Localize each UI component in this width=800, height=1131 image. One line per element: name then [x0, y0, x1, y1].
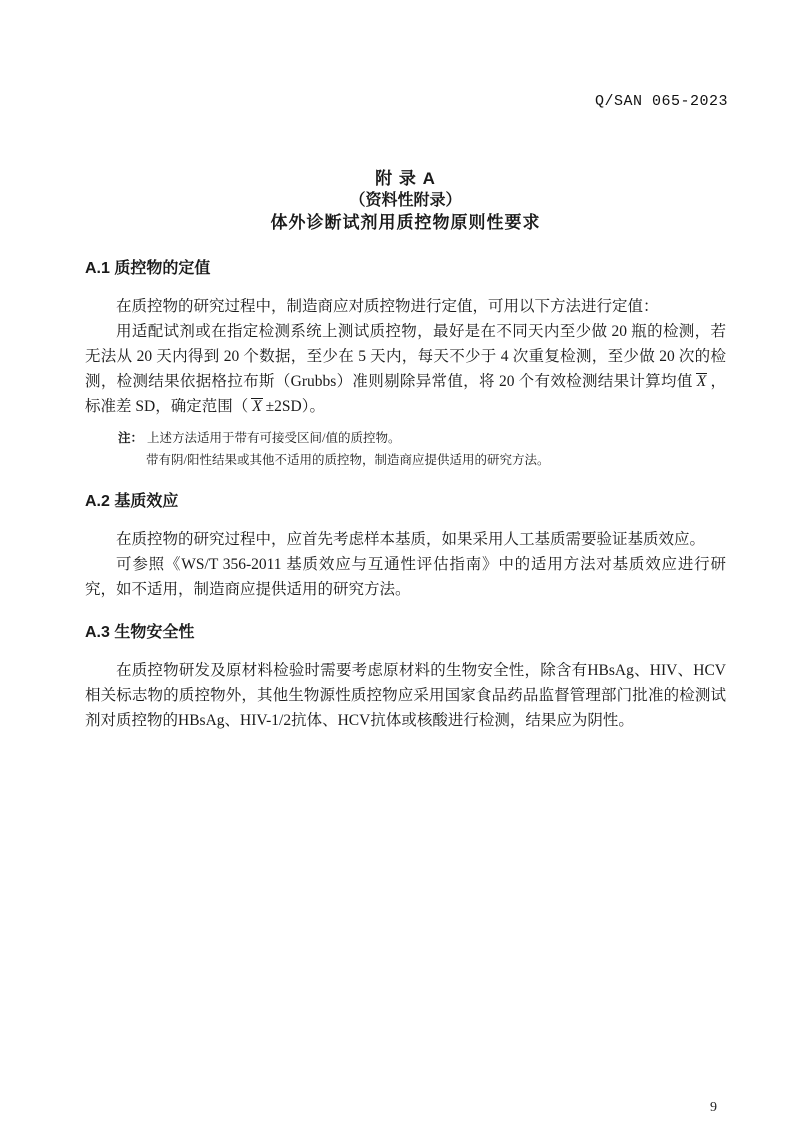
section-a1-para1: 在质控物的研究过程中，制造商应对质控物进行定值，可用以下方法进行定值：	[116, 298, 659, 315]
section-a3-heading: A.3 生物安全性	[85, 624, 195, 641]
x-bar-mean-symbol: X	[252, 398, 262, 415]
appendix-subtitle: （资料性附录）	[349, 192, 462, 209]
note-label: 注：	[118, 431, 144, 445]
section-a1-para2	[85, 319, 726, 419]
section-a2-para1: 在质控物的研究过程中，应首先考虑样本基质，如果采用人工基质需要验证基质效应。	[116, 531, 706, 548]
para-text-segment: 用适配试剂或在指定检测系统上测试质控物，最好是在不同天内至少做 20 瓶的检测，若无法从 20 天内得到 20 个数据，至少在 5 天内，每天不少于 4 次重复检测，至少做 20 次的检测，检测结果依据格拉布斯（Grubbs）准则剔除异常值，将 20 个有效检测结果计算均值	[85, 323, 726, 390]
note-block	[85, 427, 726, 471]
section-a1-heading: A.1 质控物的定值	[85, 260, 211, 277]
note-line-2: 带有阴/阳性结果或其他不适用的质控物，制造商应提供适用的研究方法。	[146, 453, 550, 467]
note-line-1	[118, 427, 726, 449]
x-bar-mean-symbol: X	[696, 373, 707, 390]
para-text-segment: ，标准差 SD，确定范围（	[85, 373, 726, 415]
section-a2-heading: A.2 基质效应	[85, 493, 179, 510]
page-number: 9	[710, 1100, 717, 1115]
appendix-name: 体外诊断试剂用质控物原则性要求	[270, 213, 541, 232]
note-text: 上述方法适用于带有可接受区间/值的质控物。	[147, 431, 401, 445]
para-text-segment: ±2SD）。	[265, 398, 325, 415]
section-a2-para2: 可参照《WS/T 356-2011 基质效应与互通性评估指南》中的适用方法对基质效应进行研究，如不适用，制造商应提供适用的研究方法。	[85, 556, 726, 598]
appendix-title-block	[85, 168, 726, 234]
document-code: Q/SAN 065-2023	[594, 93, 728, 110]
document-content	[85, 168, 726, 733]
section-a3-para1: 在质控物研发及原材料检验时需要考虑原材料的生物安全性，除含有HBsAg、HIV、HCV相关标志物的质控物外，其他生物源性质控物应采用国家食品药品监督管理部门批准的检测试剂对质控物的HBsAg、HIV-1/2抗体、HCV抗体或核酸进行检测，结果应为阴性。	[85, 662, 726, 729]
appendix-title: 附 录 A	[375, 169, 436, 188]
